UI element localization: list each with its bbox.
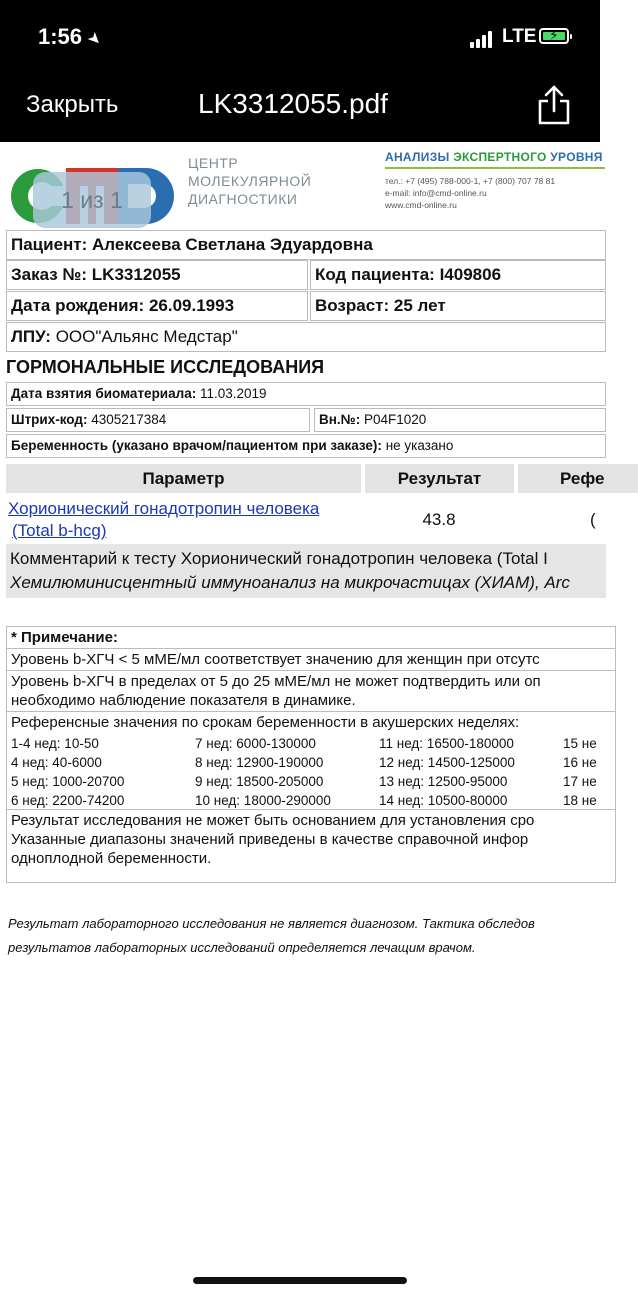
battery-icon: ⚡ <box>539 28 569 44</box>
footer-disclaimer: Результат лабораторного исследования не является диагнозом. Тактика обследов результатов лабораторных исследований определяется лечащим врачом. <box>8 916 535 955</box>
reference-grid: 1-4 нед: 10-50 4 нед: 40-6000 5 нед: 1000-20700 6 нед: 2200-74200 7 нед: 6000-130000 8 нед: 12900-190000 9 нед: 18500-205000 10 нед: 18000-290000 11 нед: 16500-180000 12 нед: 14500-125000 13 нед: 12500-95000 14 нед: 10500-80000 15 не 16 не 17 не 18 не <box>11 736 597 808</box>
contact-site: www.cmd-online.ru <box>385 200 457 210</box>
notes-box <box>6 626 616 883</box>
test-comment: Комментарий к тесту Хорионический гонадотропин человека (Total I Хемилюминисцентный иммуноанализ на микрочастицах (ХИАМ), Arc <box>6 544 606 598</box>
notes-final: Результат исследования не может быть основанием для установления сро Указанные диапазоны значений приведены в качестве справочной инфор одноплодной беременности. <box>11 812 535 867</box>
cellular-signal-icon <box>470 30 496 48</box>
birth-date-box: Дата рождения: 26.09.1993 <box>6 291 308 321</box>
reference-value: ( <box>590 510 596 529</box>
header-parameter: Параметр <box>6 464 361 493</box>
inner-number-box: Вн.№: P04F1020 <box>314 408 606 432</box>
top-bar <box>0 0 600 142</box>
slogan-underline <box>385 167 605 169</box>
pdf-page[interactable] <box>0 142 605 1298</box>
lab-header-info <box>385 150 625 211</box>
close-button[interactable]: Закрыть <box>26 91 119 118</box>
patient-name-box: Пациент: Алексеева Светлана Эдуардовна <box>6 230 606 260</box>
status-time: 1:56➤ <box>38 24 106 51</box>
notes-line: Уровень b-ХГЧ в пределах от 5 до 25 мМЕ/мл не может подтвердить или оп необходимо наблюдение показателя в динамике. <box>7 671 615 712</box>
sample-date-box: Дата взятия биоматериала: 11.03.2019 <box>6 382 606 406</box>
age-box: Возраст: 25 лет <box>310 291 606 321</box>
order-number-box: Заказ №: LK3312055 <box>6 260 308 290</box>
parameter-link[interactable]: Хорионический гонадотропин человека (Total b-hcg) <box>8 499 320 540</box>
contact-email: e-mail: info@cmd-online.ru <box>385 188 487 198</box>
document-title: LK3312055.pdf <box>198 88 388 119</box>
section-title: ГОРМОНАЛЬНЫЕ ИССЛЕДОВАНИЯ <box>6 357 325 377</box>
location-arrow-icon: ➤ <box>83 28 106 51</box>
result-value: 43.8 <box>422 510 456 529</box>
pregnancy-box: Беременность (указано врачом/пациентом при заказе): не указано <box>6 434 606 458</box>
notes-title: * Примечание: <box>7 627 615 649</box>
page-indicator: 1 из 1 <box>33 172 151 228</box>
reference-ranges: Референсные значения по срокам беременности в акушерских неделях: 1-4 нед: 10-50 4 нед: 40-6000 5 нед: 1000-20700 6 нед: 2200-74200 7 нед: 6000-130000 8 нед: 12900-190000 9 нед: 18500-205000 10 нед: 18000-290000 11 нед: 16500-180000 12 нед: 14500-125000 13 нед: 12500-95000 14 нед: 10500-80000 15 не 16 не 17 не 18 не <box>7 712 615 810</box>
share-icon[interactable] <box>536 84 572 126</box>
header-reference: Рефе <box>518 464 638 493</box>
patient-code-box: Код пациента: I409806 <box>310 260 606 290</box>
network-type: LTE <box>502 26 537 47</box>
header-result: Результат <box>365 464 514 493</box>
contact-phone: тел.: +7 (495) 788-000-1, +7 (800) 707 78 81 <box>385 176 556 186</box>
logo-text: ЦЕНТР МОЛЕКУЛЯРНОЙ ДИАГНОСТИКИ <box>188 155 312 207</box>
notes-line: Уровень b-ХГЧ < 5 мМЕ/мл соответствует значению для женщин при отсутс <box>7 649 615 671</box>
barcode-box: Штрих-код: 4305217384 <box>6 408 310 432</box>
home-indicator[interactable] <box>193 1277 407 1284</box>
lpu-box: ЛПУ: ООО"Альянс Медстар" <box>6 322 606 352</box>
lab-slogan: АНАЛИЗЫ ЭКСПЕРТНОГО УРОВНЯ <box>385 150 603 164</box>
